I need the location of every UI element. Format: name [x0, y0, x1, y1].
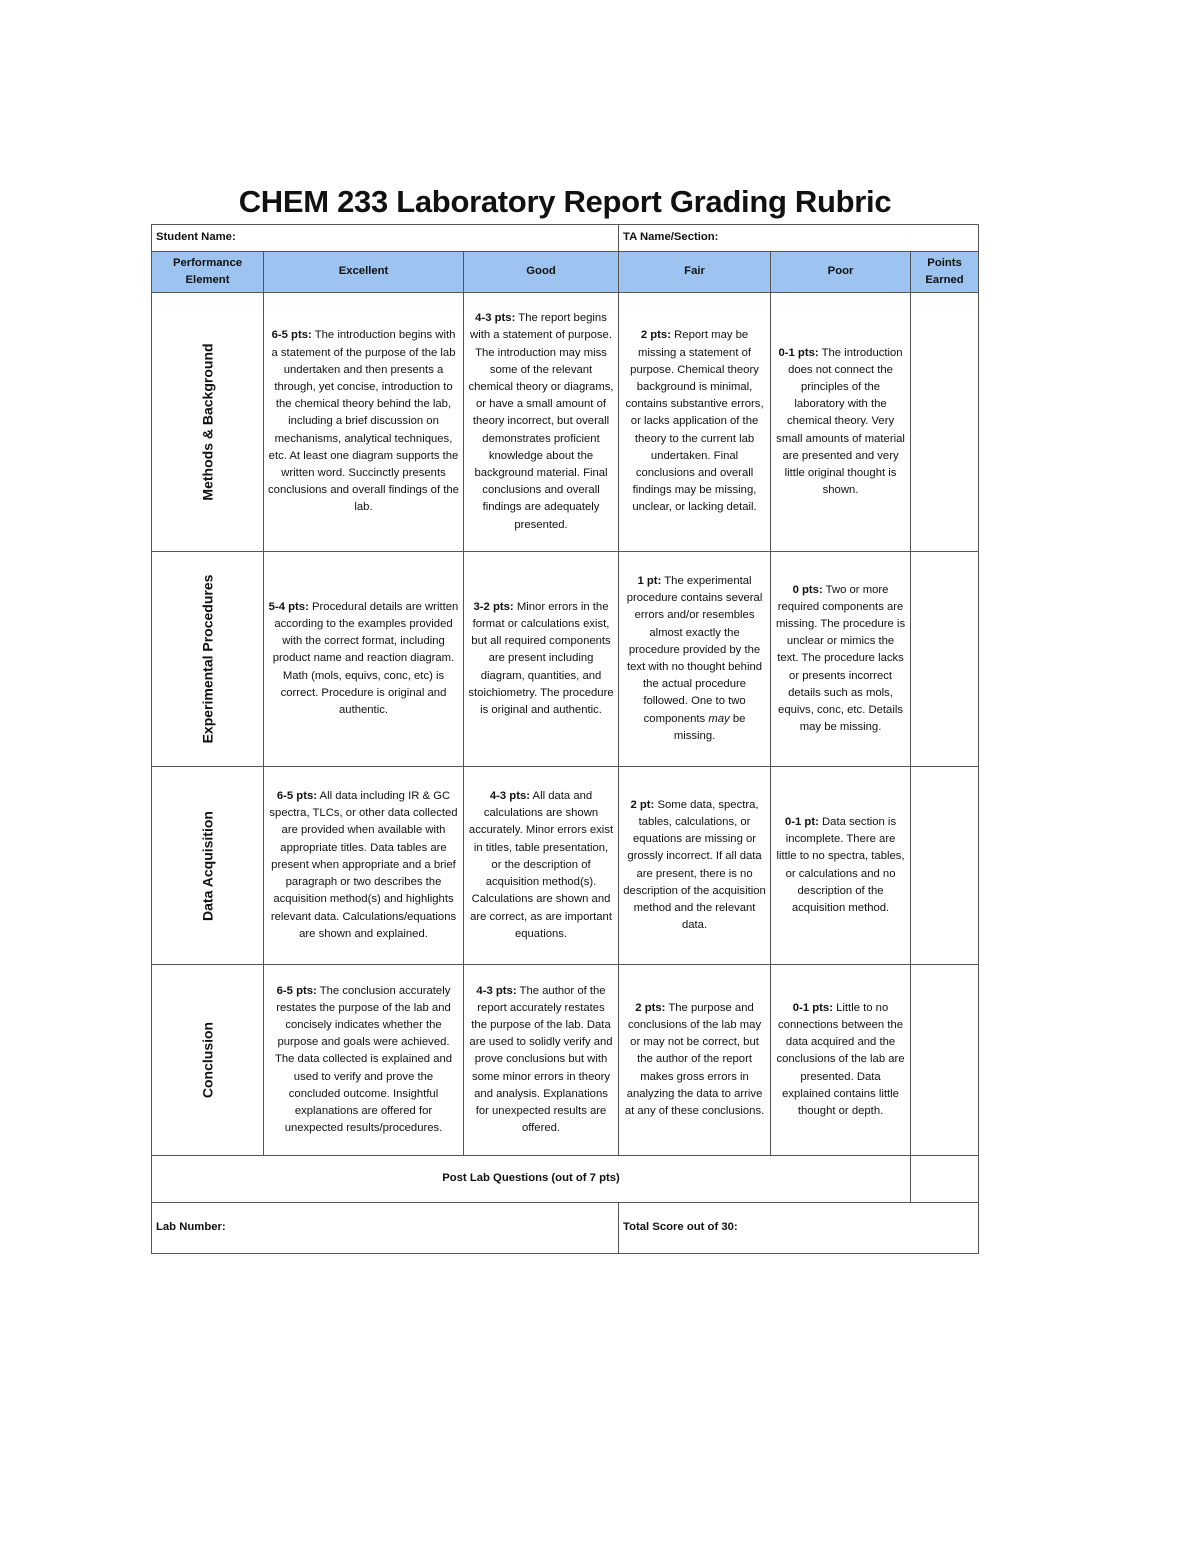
pts-label: 4-3 pts:: [476, 984, 517, 997]
total-score-label: Total Score out of 30:: [623, 1221, 738, 1234]
fair-cell: [619, 293, 771, 552]
criteria-text: The report begins with a statement of purpose. The introduction may miss some of the relevant chemical theory or diagrams, or have a small amount of theory incorrect, but overall demonstrates proficient knowledge about the background material. Final conclusions and overall findings are adequately presented.: [468, 312, 614, 531]
criteria-text: Minor errors in the format or calculations exist, but all required components are present including diagram, quantities, and stoichiometry. The procedure is original and authentic.: [468, 600, 614, 716]
header-good: Good: [464, 252, 619, 293]
header-fair: Fair: [619, 252, 771, 293]
element-label: Methods & Background: [198, 343, 215, 501]
element-label: Experimental Procedures: [198, 574, 215, 744]
student-name-field[interactable]: [152, 225, 619, 252]
pts-label: 2 pts:: [635, 1001, 666, 1014]
criteria-text: Procedural details are written according to the examples provided with the correct format, including product name and reaction diagram. Math (mols, equivs, conc, etc) is correct. Procedure is original and authentic.: [272, 600, 459, 716]
criteria-emphasis: may: [708, 712, 730, 725]
fair-cell: [619, 767, 771, 965]
pts-label: 2 pts:: [640, 329, 671, 342]
ta-name-field[interactable]: [619, 225, 979, 252]
excellent-cell: [264, 965, 464, 1156]
header-row: [152, 252, 979, 293]
lab-number-label: Lab Number:: [156, 1221, 226, 1234]
good-cell: [464, 965, 619, 1156]
criteria-text: The conclusion accurately restates the purpose of the lab and concisely indicates whether the purpose and goals were achieved. The data collected is explained and used to verify and prove the concluded outcome. Insightful explanations are offered for unexpected results/procedures.: [274, 984, 453, 1135]
footer-row: [152, 1203, 979, 1254]
post-lab-label: Post Lab Questions (out of 7 pts): [152, 1156, 911, 1203]
criteria-text: Little to no connections between the data acquired and the conclusions of the lab are presented. Data explained contains little thought or depth.: [776, 1001, 905, 1117]
header-poor: Poor: [771, 252, 911, 293]
student-info-row: [152, 225, 979, 252]
header-performance-element: Performance Element: [152, 252, 264, 293]
points-earned-cell[interactable]: [911, 552, 979, 767]
pts-label: 6-5 pts:: [276, 984, 317, 997]
element-cell: [152, 293, 264, 552]
element-label: Conclusion: [198, 1021, 215, 1099]
element-label: Data Acquisition: [198, 810, 215, 921]
excellent-cell: [264, 767, 464, 965]
good-cell: [464, 552, 619, 767]
criteria-text: The introduction does not connect the principles of the laboratory with the chemical theory. Very small amounts of material are presented and very little original thought is shown.: [776, 346, 905, 497]
good-cell: [464, 293, 619, 552]
pts-label: 0-1 pt:: [784, 815, 819, 828]
excellent-cell: [264, 552, 464, 767]
element-cell: [152, 767, 264, 965]
grading-rubric-table: [151, 224, 979, 1254]
criteria-text: The experimental procedure contains several errors and/or resembles almost exactly the procedure provided by the text with no thought behind the actual procedure followed. One to two components: [626, 574, 763, 725]
points-earned-cell[interactable]: [911, 293, 979, 552]
poor-cell: [771, 552, 911, 767]
rubric-row-methods: [152, 293, 979, 552]
total-score-field[interactable]: [619, 1203, 979, 1254]
post-lab-points-cell[interactable]: [911, 1156, 979, 1203]
post-lab-row: [152, 1156, 979, 1203]
pts-label: 0-1 pts:: [792, 1001, 833, 1014]
rubric-row-conclusion: [152, 965, 979, 1156]
header-points-earned: Points Earned: [911, 252, 979, 293]
fair-cell: [619, 965, 771, 1156]
poor-cell: [771, 965, 911, 1156]
pts-label: 5-4 pts:: [268, 600, 309, 613]
poor-cell: [771, 767, 911, 965]
criteria-text-tail: be missing.: [673, 712, 746, 742]
pts-label: 2 pt:: [630, 798, 655, 811]
pts-label: 1 pt:: [637, 574, 662, 587]
excellent-cell: [264, 293, 464, 552]
pts-label: 4-3 pts:: [475, 312, 516, 325]
criteria-text: The purpose and conclusions of the lab may or may not be correct, but the author of the report makes gross errors in analyzing the data to arrive at any of these conclusions.: [624, 1001, 765, 1117]
good-cell: [464, 767, 619, 965]
student-name-label: Student Name:: [156, 231, 236, 244]
pts-label: 4-3 pts:: [489, 790, 531, 803]
pts-label: 6-5 pts:: [271, 329, 312, 342]
page-title: CHEM 233 Laboratory Report Grading Rubric: [238, 184, 892, 219]
criteria-text: Two or more required components are missing. The procedure is unclear or mimics the text. The procedure lacks or presents incorrect details such as mols, equivs, conc, etc. Details may be missing.: [775, 583, 906, 734]
rubric-row-procedures: [152, 552, 979, 767]
ta-name-label: TA Name/Section:: [623, 231, 719, 244]
criteria-text: The author of the report accurately restates the purpose of the lab. Data are used to solidly verify and prove conclusions but with some minor errors in theory and analysis. Explanations for unexpected results are offered.: [469, 984, 613, 1135]
fair-cell: [619, 552, 771, 767]
pts-label: 0 pts:: [792, 583, 823, 596]
criteria-text: Data section is incomplete. There are little to no spectra, tables, or calculations and no description of the acquisition method.: [776, 815, 905, 914]
pts-label: 6-5 pts:: [276, 790, 318, 803]
points-earned-cell[interactable]: [911, 965, 979, 1156]
criteria-text: All data and calculations are shown accurately. Minor errors exist in titles, table presentation, or the description of acquisition method(s). Calculations are shown and are correct, as are important equations.: [468, 790, 614, 940]
pts-label: 3-2 pts:: [473, 600, 514, 613]
element-cell: [152, 552, 264, 767]
criteria-text: Some data, spectra, tables, calculations, or equations are missing or grossly incorrect. If all data are present, there is no description of the acquisition method and the relevant data.: [623, 798, 766, 932]
criteria-text: The introduction begins with a statement of the purpose of the lab undertaken and then presents a through, yet concise, introduction to the chemical theory behind the lab, including a brief discussion on mechanisms, analytical techniques, etc. At least one diagram supports the written word. Succinctly presents conclusions and overall findings of the lab.: [268, 329, 459, 514]
poor-cell: [771, 293, 911, 552]
lab-number-field[interactable]: [152, 1203, 619, 1254]
criteria-text: All data including IR & GC spectra, TLCs, or other data collected are provided when available with appropriate titles. Data tables are present when appropriate and a brief paragraph or two describes the acquisition method(s) and highlights relevant data. Calculations/equations are shown and explained.: [269, 790, 458, 940]
rubric-row-data: [152, 767, 979, 965]
element-cell: [152, 965, 264, 1156]
criteria-text: Report may be missing a statement of purpose. Chemical theory background is minimal, contains substantive errors, or lacks application of the theory to the current lab undertaken. Final conclusions and overall findings may be missing, unclear, or lacking detail.: [625, 329, 764, 514]
points-earned-cell[interactable]: [911, 767, 979, 965]
header-excellent: Excellent: [264, 252, 464, 293]
pts-label: 0-1 pts:: [778, 346, 819, 359]
